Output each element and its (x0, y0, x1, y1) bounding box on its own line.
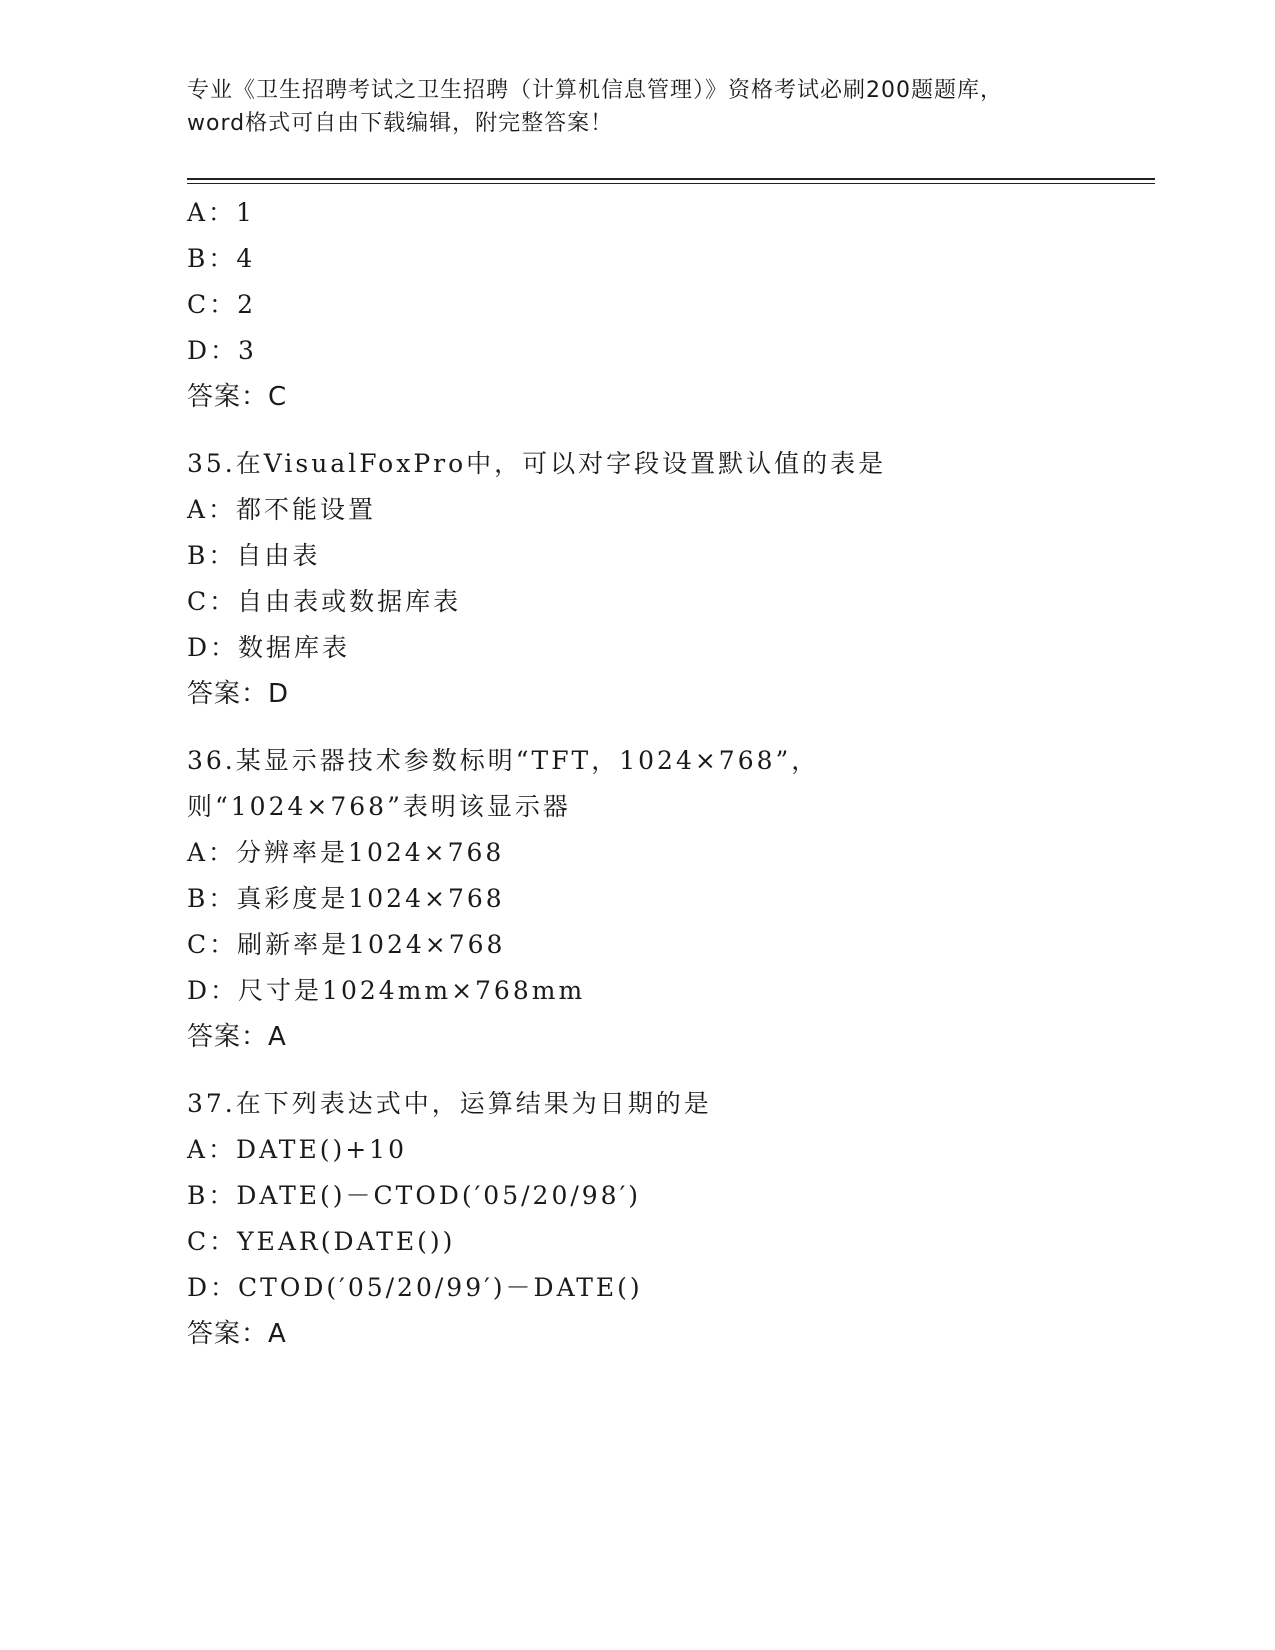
option-b: B：DATE()－CTOD(′05/20/98′) (187, 1181, 642, 1210)
answer-line: 答案：A (187, 1319, 287, 1349)
question-title: 35.在VisualFoxPro中，可以对字段设置默认值的表是 (187, 449, 887, 478)
option-d: D：3 (187, 336, 257, 365)
option-c: C：2 (187, 290, 257, 319)
question-block-35 (187, 441, 1087, 717)
header-line-1: 专业《卫生招聘考试之卫生招聘（计算机信息管理）》资格考试必刷200题题库， (187, 78, 1003, 103)
question-block-34 (187, 190, 1087, 420)
question-block-36 (187, 738, 1087, 1060)
option-c: C：自由表或数据库表 (187, 587, 462, 616)
document-header (187, 74, 1087, 140)
option-c: C：YEAR(DATE()) (187, 1227, 456, 1256)
option-d: D：CTOD(′05/20/99′)－DATE() (187, 1273, 643, 1302)
option-b: B：4 (187, 244, 256, 273)
answer-line: 答案：C (187, 382, 288, 412)
header-rule-thick (187, 178, 1155, 180)
question-list (187, 190, 1087, 1378)
option-b: B：真彩度是1024×768 (187, 884, 505, 913)
option-a: A：分辨率是1024×768 (187, 838, 505, 867)
option-a: A：1 (187, 198, 255, 227)
header-rule-thin (187, 183, 1155, 184)
option-d: D：尺寸是1024mm×768mm (187, 976, 586, 1005)
question-title: 37.在下列表达式中，运算结果为日期的是 (187, 1089, 712, 1118)
option-c: C：刷新率是1024×768 (187, 930, 506, 959)
header-line-2: word格式可自由下载编辑，附完整答案！ (187, 111, 614, 136)
answer-line: 答案：A (187, 1022, 287, 1052)
option-b: B：自由表 (187, 541, 321, 570)
option-a: A：DATE()+10 (187, 1135, 407, 1164)
option-a: A：都不能设置 (187, 495, 377, 524)
question-block-37 (187, 1081, 1087, 1357)
question-title: 36.某显示器技术参数标明“TFT，1024×768”，则“1024×768”表明该显示器 (187, 746, 820, 821)
option-d: D：数据库表 (187, 633, 351, 662)
answer-line: 答案：D (187, 679, 290, 709)
